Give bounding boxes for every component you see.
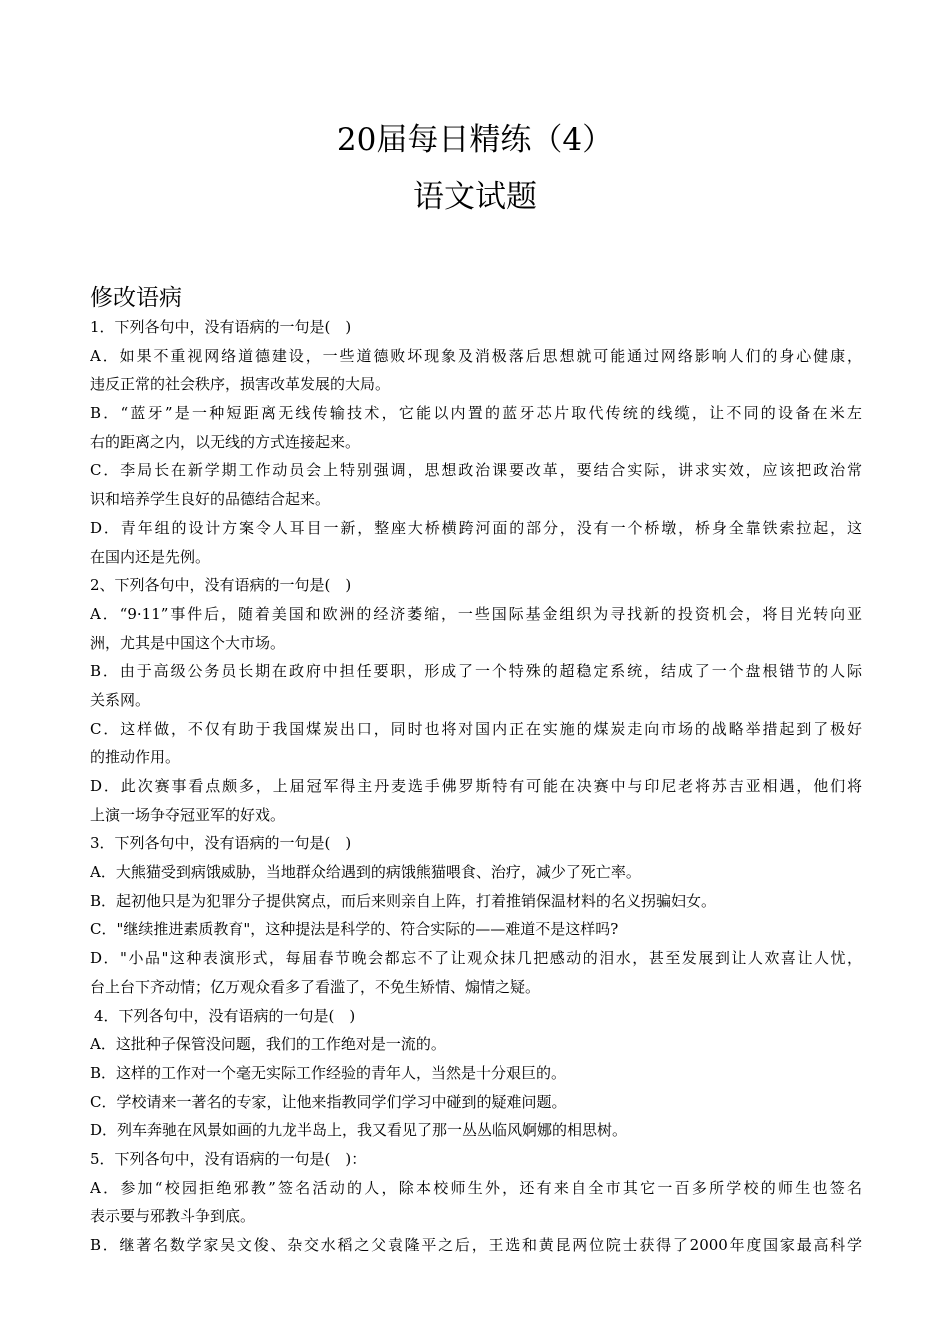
document-subtitle: 语文试题 (413, 179, 537, 215)
option-text: A．“9·11”事件后，随着美国和欧洲的经济萎缩，一些国际基金组织为寻找新的投资机会，将目光转向亚 (90, 604, 862, 623)
question-3-stem: 3．下列各句中，没有语病的一句是( ) (90, 834, 352, 853)
question-1-stem: 1．下列各句中，没有语病的一句是( ) (90, 318, 352, 336)
option-text: 上演一场争夺冠亚军的好戏。 (90, 805, 286, 824)
question-body (90, 313, 862, 1260)
option-text: A．这批种子保管没问题，我们的工作绝对是一流的。 (90, 1035, 446, 1054)
option-text: 识和培养学生良好的品德结合起来。 (90, 490, 331, 509)
option-text: D．"小品"这种表演形式，每届春节晚会都忘不了让观众抹几把感动的泪水，甚至发展到让人欢喜让人忧， (90, 949, 862, 968)
option-text: 关系网。 (90, 690, 151, 709)
option-text: B．由于高级公务员长期在政府中担任要职，形成了一个特殊的超稳定系统，结成了一个盘根错节的人际 (90, 662, 862, 681)
option-text: B．“蓝牙”是一种短距离无线传输技术，它能以内置的蓝牙芯片取代传统的线缆，让不同的设备在米左 (90, 404, 862, 423)
option-text: 右的距离之内，以无线的方式连接起来。 (90, 432, 361, 451)
option-text: D．列车奔驰在风景如画的九龙半岛上，我又看见了那一丛丛临风婀娜的相思树。 (90, 1121, 628, 1140)
question-4-stem: 4．下列各句中，没有语病的一句是( ) (94, 1006, 356, 1025)
option-text: B．继著名数学家吴文俊、杂交水稻之父袁隆平之后，王选和黄昆两位院士获得了2000年度国家最高科学 (90, 1236, 862, 1254)
option-text: 台上台下齐动情；亿万观众看多了看滥了，不免生矫情、煽情之疑。 (90, 977, 541, 996)
option-text: B．这样的工作对一个毫无实际工作经验的青年人，当然是十分艰巨的。 (90, 1063, 567, 1082)
option-text: 表示要与邪教斗争到底。 (90, 1207, 256, 1226)
option-text: A．如果不重视网络道德建设，一些道德败坏现象及消极落后思想就可能通过网络影响人们的身心健康， (90, 346, 862, 365)
option-text: 违反正常的社会秩序，损害改革发展的大局。 (90, 375, 391, 394)
option-text: D．此次赛事看点颇多，上届冠军得主丹麦选手佛罗斯特有可能在决赛中与印尼老将苏吉亚相遇，他们将 (90, 777, 862, 795)
option-text: A．大熊猫受到病饿威胁，当地群众给遇到的病饿熊猫喂食、治疗，减少了死亡率。 (90, 863, 641, 882)
option-text: C．"继续推进素质教育"，这种提法是科学的、符合实际的——难道不是这样吗? (90, 920, 619, 939)
option-text: 的推动作用。 (90, 748, 181, 767)
section-title: 修改语病 (90, 285, 182, 311)
option-text: 在国内还是先例。 (90, 547, 211, 566)
option-text: C．李局长在新学期工作动员会上特别强调，思想政治课要改革，要结合实际，讲求实效，应该把政治常 (90, 461, 862, 480)
option-text: A．参加“校园拒绝邪教”签名活动的人，除本校师生外，还有来自全市其它一百多所学校的师生也签名 (90, 1178, 862, 1197)
option-text: C．学校请来一著名的专家，让他来指教同学们学习中碰到的疑难问题。 (90, 1092, 567, 1111)
option-text: B．起初他只是为犯罪分子提供窝点，而后来则亲自上阵，打着推销保温材料的名义拐骗妇女。 (90, 891, 717, 910)
document-title: 20届每日精练（4） (336, 122, 614, 158)
option-text: D．青年组的设计方案令人耳目一新，整座大桥横跨河面的部分，没有一个桥墩，桥身全靠铁索拉起，这 (90, 518, 862, 537)
option-text: 洲，尤其是中国这个大市场。 (90, 633, 286, 652)
question-2-stem: 2、下列各句中，没有语病的一句是( ) (90, 576, 352, 595)
option-text: C．这样做，不仅有助于我国煤炭出口，同时也将对国内正在实施的煤炭走向市场的战略举措起到了极好 (90, 719, 862, 738)
question-5-stem: 5．下列各句中，没有语病的一句是( )： (90, 1149, 367, 1168)
